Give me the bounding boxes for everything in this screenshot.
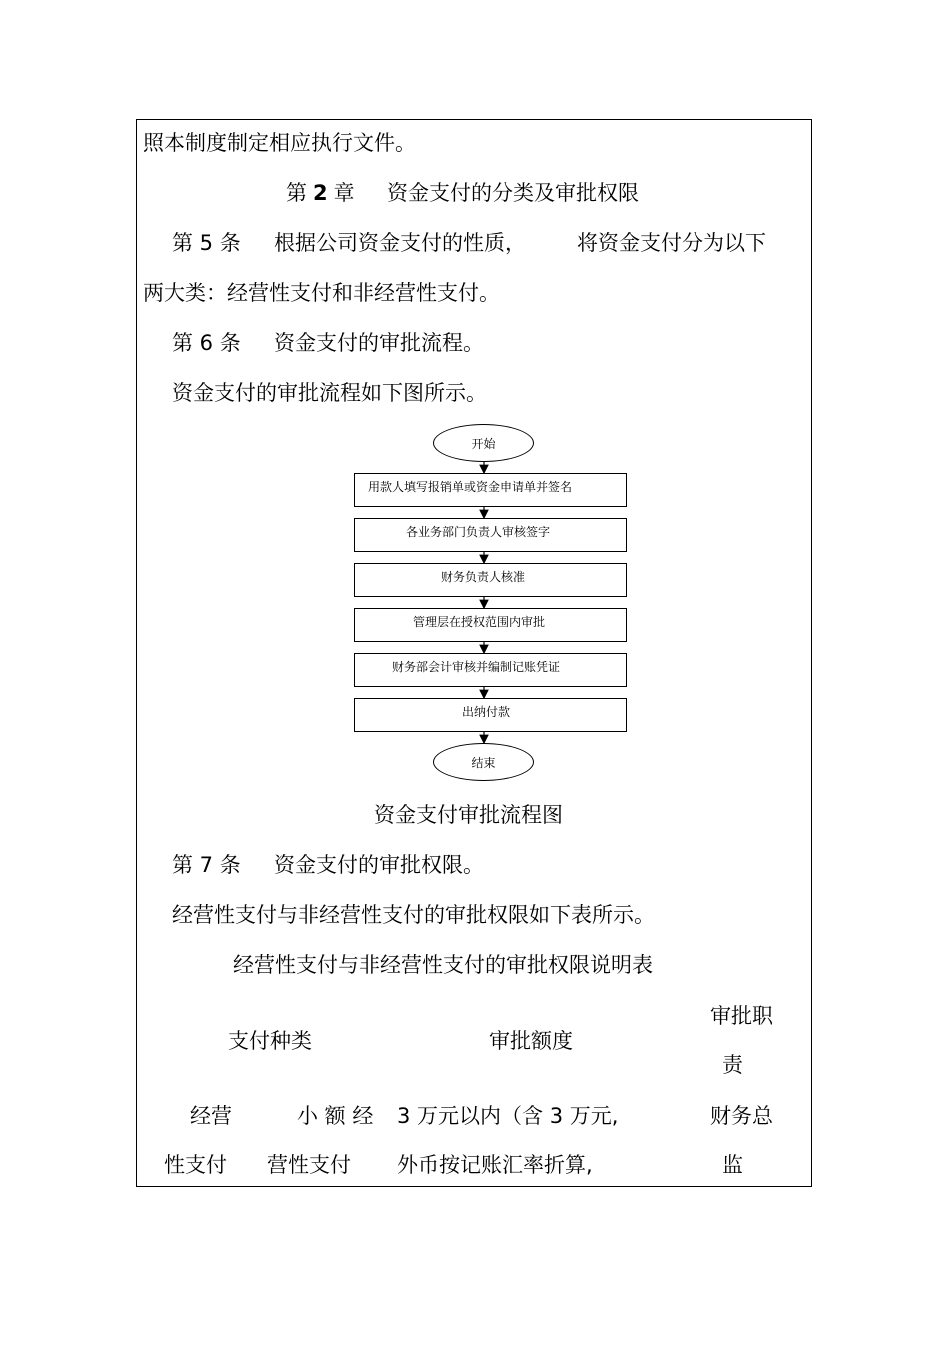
flow-step-5: 财务部会计审核并编制记账凭证	[354, 653, 627, 687]
table-header-duty: 审批职	[710, 1004, 773, 1028]
table-cell-subtype: 小 额 经	[297, 1104, 374, 1128]
flow-step-3: 财务负责人核准	[354, 563, 627, 597]
chapter-label: 第 2 章	[286, 181, 355, 205]
table-cell-category: 经营	[190, 1104, 232, 1128]
flow-step-4: 管理层在授权范围内审批	[354, 608, 627, 642]
flow-start-node: 开始	[433, 424, 534, 462]
article-5-label: 第 5 条	[172, 231, 241, 255]
article-5-text-cont: 将资金支付分为以下	[577, 231, 766, 255]
table-header-duty-cont: 责	[722, 1053, 743, 1077]
table-cell-amount-cont: 外币按记账汇率折算,	[397, 1153, 593, 1177]
flow-intro: 资金支付的审批流程如下图所示。	[172, 381, 487, 405]
table-cell-duty-cont: 监	[722, 1153, 743, 1177]
table-header-amount: 审批额度	[489, 1029, 573, 1053]
article-6-text: 资金支付的审批流程。	[274, 331, 484, 355]
flow-step-2: 各业务部门负责人审核签字	[354, 518, 627, 552]
paragraph-line: 照本制度制定相应执行文件。	[143, 131, 416, 155]
flow-end-node: 结束	[433, 743, 534, 781]
flow-step-6: 出纳付款	[354, 698, 627, 732]
table-cell-category-cont: 性支付	[164, 1153, 227, 1177]
flow-step-1: 用款人填写报销单或资金申请单并签名	[354, 473, 627, 507]
article-5-text-line2: 两大类：经营性支付和非经营性支付。	[143, 281, 500, 305]
table-cell-amount: 3 万元以内（含 3 万元,	[397, 1104, 619, 1128]
article-6-label: 第 6 条	[172, 331, 241, 355]
table-intro: 经营性支付与非经营性支付的审批权限如下表所示。	[172, 903, 655, 927]
table-cell-duty: 财务总	[710, 1104, 773, 1128]
flowchart-caption: 资金支付审批流程图	[374, 803, 563, 827]
table-cell-subtype-cont: 营性支付	[267, 1153, 351, 1177]
table-title: 经营性支付与非经营性支付的审批权限说明表	[233, 953, 653, 977]
article-7-label: 第 7 条	[172, 853, 241, 877]
chapter-title: 资金支付的分类及审批权限	[387, 181, 639, 205]
article-7-text: 资金支付的审批权限。	[274, 853, 484, 877]
table-header-type: 支付种类	[228, 1029, 312, 1053]
article-5-text: 根据公司资金支付的性质，	[274, 231, 526, 255]
